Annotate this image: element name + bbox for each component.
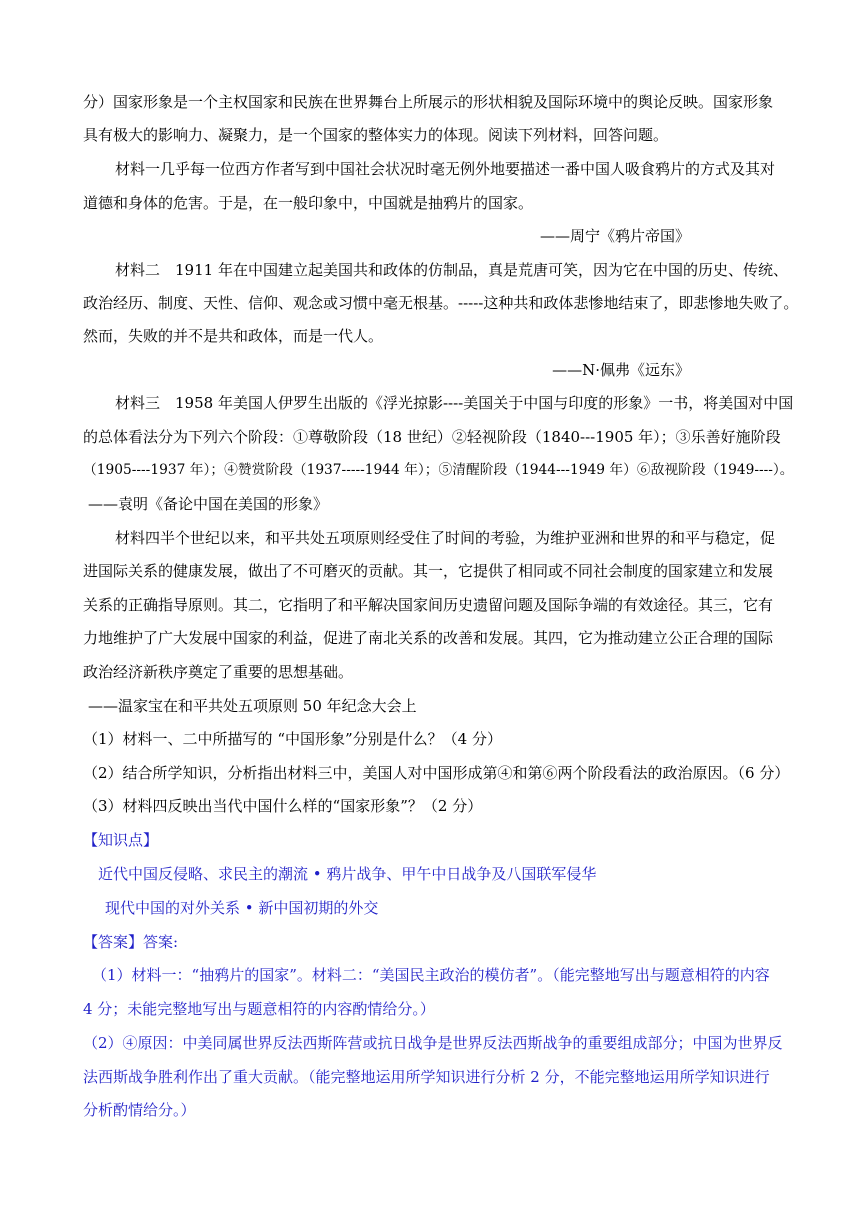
answer-2-line: 法西斯战争胜利作出了重大贡献。（能完整地运用所学知识进行分析 2 分，不能完整地运用所学知识进行 — [83, 1068, 770, 1086]
material2-line: 材料二 1911 年在中国建立起美国共和政体的仿制品，真是荒唐可笑，因为它在中国的历史、传统、 — [115, 261, 788, 279]
knowledge-item: 近代中国反侵略、求民主的潮流 • 鸦片战争、甲午中日战争及八国联军侵华 — [98, 865, 597, 883]
material2-line: 政治经历、制度、天性、信仰、观念或习惯中毫无根基。-----这种共和政体悲惨地结束了，即悲惨地失败了。 — [83, 294, 799, 312]
question-2: （2）结合所学知识，分析指出材料三中，美国人对中国形成第④和第⑥两个阶段看法的政治原因。（6 分） — [83, 764, 790, 782]
answer-2-line: 分析酌情给分。） — [83, 1101, 196, 1119]
answer-heading: 【答案】答案: — [83, 933, 179, 951]
material2-source: ——N·佩弗《远东》 — [552, 361, 690, 379]
material4-line: 关系的正确指导原则。其二，它指明了和平解决国家间历史遗留问题及国际争端的有效途径。其三，它有 — [83, 596, 774, 614]
answer-1-line: 4 分；未能完整地写出与题意相符的内容酌情给分。） — [83, 1000, 435, 1018]
material1-source: ——周宁《鸦片帝国》 — [539, 227, 690, 245]
material3-line: 的总体看法分为下列六个阶段：①尊敬阶段（18 世纪）②轻视阶段（1840---1905 年）；③乐善好施阶段 — [83, 428, 781, 446]
answer-1-line: （1）材料一：“抽鸦片的国家”。材料二：“美国民主政治的模仿者”。（能完整地写出与题意相符的内容 — [92, 966, 770, 984]
question-3: （3）材料四反映出当代中国什么样的“国家形象”？（2 分） — [83, 797, 483, 815]
material4-source: ——温家宝在和平共处五项原则 50 年纪念大会上 — [88, 697, 417, 715]
material1-line: 道德和身体的危害。于是，在一般印象中，中国就是抽鸦片的国家。 — [83, 194, 534, 212]
material3-source: ——袁明《备论中国在美国的形象》 — [88, 495, 329, 513]
material1-line: 材料一几乎每一位西方作者写到中国社会状况时毫无例外地要描述一番中国人吸食鸦片的方式及其对 — [115, 160, 776, 178]
material4-line: 政治经济新秩序奠定了重要的思想基础。 — [83, 663, 354, 681]
intro-line: 分）国家形象是一个主权国家和民族在世界舞台上所展示的形状相貌及国际环境中的舆论反映。国家形象 — [83, 93, 774, 111]
material2-line: 然而，失败的并不是共和政体，而是一代人。 — [83, 327, 384, 345]
answer-2-line: （2）④原因：中美同属世界反法西斯阵营或抗日战争是世界反法西斯战争的重要组成部分；中国为世界反 — [83, 1034, 783, 1052]
material4-line: 力地维护了广大发展中国家的利益，促进了南北关系的改善和发展。其四，它为推动建立公正合理的国际 — [83, 629, 774, 647]
material3-line: 材料三 1958 年美国人伊罗生出版的《浮光掠影----美国关于中国与印度的形象》一书，将美国对中国 — [115, 394, 794, 412]
material4-line: 材料四半个世纪以来，和平共处五项原则经受住了时间的考验，为维护亚洲和世界的和平与稳定，促 — [115, 529, 776, 547]
question-1: （1）材料一、二中所描写的 “中国形象”分别是什么？（4 分） — [83, 730, 502, 748]
intro-line: 具有极大的影响力、凝聚力，是一个国家的整体实力的体现。阅读下列材料，回答问题。 — [83, 126, 669, 144]
material4-line: 进国际关系的健康发展，做出了不可磨灭的贡献。其一，它提供了相同或不同社会制度的国家建立和发展 — [83, 562, 774, 580]
knowledge-item: 现代中国的对外关系 • 新中国初期的外交 — [105, 899, 379, 917]
knowledge-heading: 【知识点】 — [83, 831, 159, 849]
material3-line: （1905----1937 年）；④赞赏阶段（1937-----1944 年）；⑤清醒阶段（1944---1949 年）⑥敌视阶段（1949----）。 — [83, 462, 794, 478]
